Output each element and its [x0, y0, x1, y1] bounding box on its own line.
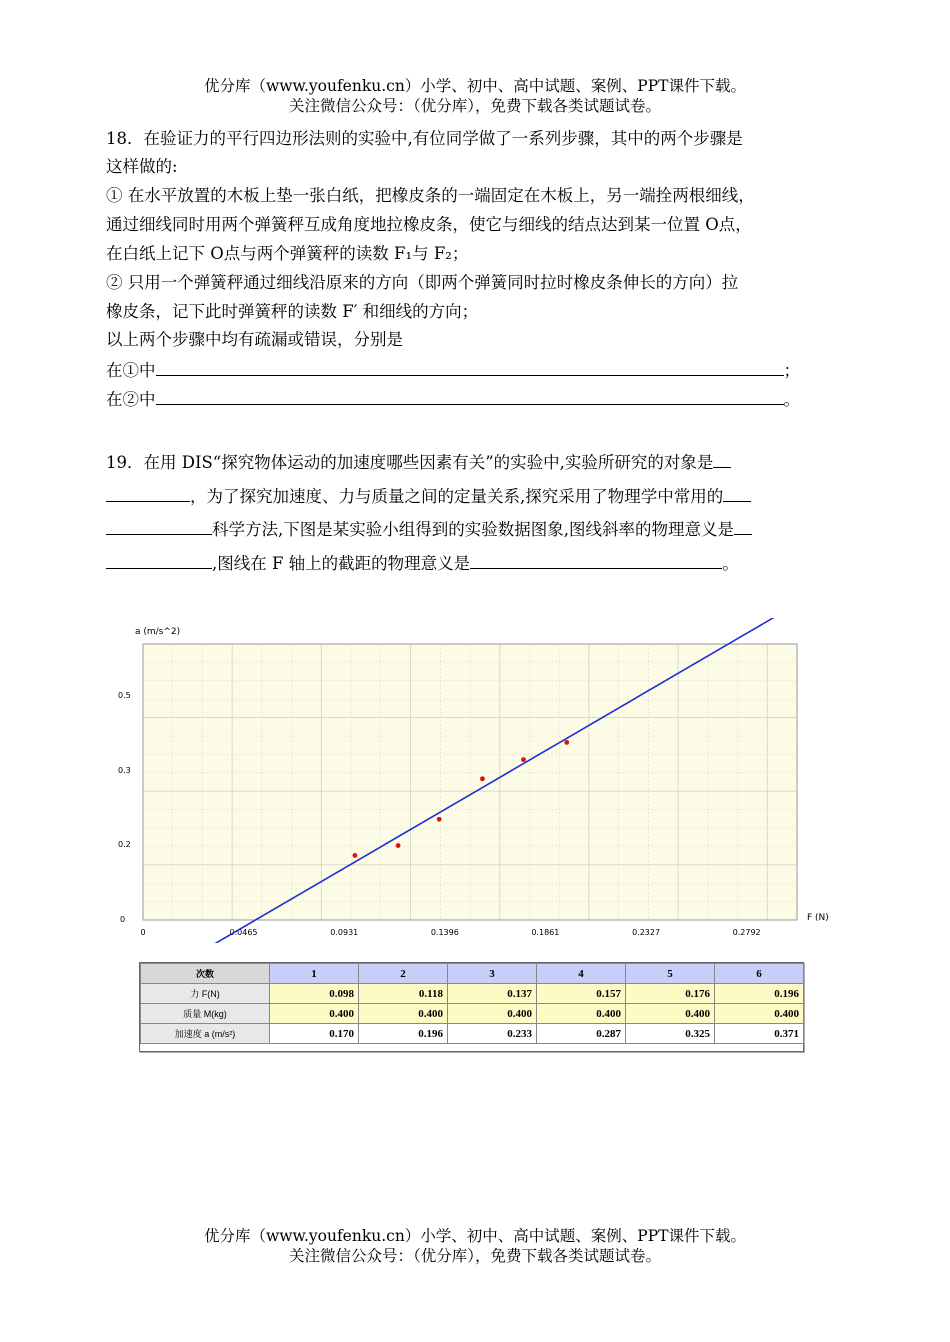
table-header-cell: 5 — [626, 964, 715, 984]
q19-blank-intercept[interactable] — [470, 550, 722, 569]
table-header-cell: 2 — [359, 964, 448, 984]
table-cell: 0.400 — [359, 1004, 448, 1024]
table-cell: 0.325 — [626, 1024, 715, 1044]
x-tick-label: 0.0465 — [229, 928, 258, 937]
table-cell: 0.233 — [448, 1024, 537, 1044]
q18-answer-2-blank[interactable] — [156, 386, 784, 405]
data-point — [437, 817, 442, 822]
footer-line-1: 优分库（www.youfenku.cn）小学、初中、高中试题、案例、PPT课件下载。 — [203, 1227, 747, 1245]
table-cell: 0.176 — [626, 984, 715, 1004]
y-tick-label: 0.2 — [118, 840, 131, 849]
q18-answer-1 — [106, 357, 800, 383]
table-cell: 0.196 — [359, 1024, 448, 1044]
acceleration-force-chart — [110, 618, 840, 943]
q18-line-3: ① 在水平放置的木板上垫一张白纸，把橡皮条的一端固定在木板上，另一端拴两根细线， — [106, 186, 755, 205]
q19-text-3: 科学方法,下图是某实验小组得到的实验数据图象,图线斜率的物理意义是 — [212, 520, 734, 539]
q19-text-4: ,图线在 F 轴上的截距的物理意义是 — [212, 554, 471, 573]
x-tick-label: 0.2327 — [632, 928, 661, 937]
header-line-1: 优分库（www.youfenku.cn）小学、初中、高中试题、案例、PPT课件下载。 — [203, 77, 747, 95]
q19-blank-method[interactable] — [723, 483, 751, 502]
table-cell: 0.137 — [448, 984, 537, 1004]
table-cell: 0.098 — [270, 984, 359, 1004]
table-header-cell: 6 — [715, 964, 804, 984]
q18-line-5: 在白纸上记下 O点与两个弹簧秤的读数 F₁与 F₂； — [106, 244, 469, 263]
table-cell: 0.170 — [270, 1024, 359, 1044]
table-cell: 0.196 — [715, 984, 804, 1004]
x-tick-label: 0.1861 — [531, 928, 560, 937]
table-header-cell: 次数 — [141, 964, 270, 984]
q19-blank-object-cont[interactable] — [106, 483, 190, 502]
table-cell: 0.400 — [626, 1004, 715, 1024]
x-tick-label: 0.2792 — [732, 928, 761, 937]
table-cell: 0.400 — [715, 1004, 804, 1024]
header-line-2: 关注微信公众号：（优分库），免费下载各类试题试卷。 — [288, 97, 661, 115]
table-row-force — [141, 984, 804, 1004]
q18-answer-2 — [106, 386, 800, 412]
y-tick-label: 0.3 — [118, 766, 131, 775]
y-tick-label: 0 — [120, 915, 126, 924]
q18-answer-1-end: ； — [783, 361, 800, 380]
q18-answer-1-blank[interactable] — [156, 357, 784, 376]
q18-answer-1-prefix: 在①中 — [106, 361, 156, 380]
q19-line-2 — [106, 483, 751, 509]
q18-answer-2-prefix: 在②中 — [106, 390, 156, 409]
data-point — [480, 776, 485, 781]
table-cell: 0.118 — [359, 984, 448, 1004]
q18-line-1: 18．在验证力的平行四边形法则的实验中,有位同学做了一系列步骤，其中的两个步骤是 — [106, 129, 743, 148]
table-row-label: 质量 M(kg) — [141, 1004, 270, 1024]
q19-blank-method-cont[interactable] — [106, 516, 212, 535]
q19-line-4 — [106, 550, 739, 576]
table-cell: 0.287 — [537, 1024, 626, 1044]
x-tick-label: 0.1396 — [430, 928, 459, 937]
data-point — [352, 853, 357, 858]
table-cell: 0.157 — [537, 984, 626, 1004]
q18-line-6: ② 只用一个弹簧秤通过细线沿原来的方向（即两个弹簧同时拉时橡皮条伸长的方向）拉 — [106, 273, 739, 292]
y-tick-label: 0.5 — [118, 691, 131, 700]
q18-line-7: 橡皮条，记下此时弹簧秤的读数 F′ 和细线的方向； — [106, 302, 479, 321]
table-cell: 0.400 — [270, 1004, 359, 1024]
data-point — [396, 843, 401, 848]
q19-text-2: ，为了探究加速度、力与质量之间的定量关系,探究采用了物理学中常用的 — [190, 487, 724, 506]
x-tick-label: 0 — [140, 928, 146, 937]
footer-line-2: 关注微信公众号：（优分库），免费下载各类试题试卷。 — [288, 1247, 661, 1265]
q19-line-3 — [106, 516, 752, 542]
table-cell: 0.371 — [715, 1024, 804, 1044]
table-cell: 0.400 — [537, 1004, 626, 1024]
q19-text-4-end: 。 — [722, 554, 739, 573]
y-axis-label: a (m/s^2) — [135, 627, 181, 637]
table-row-label: 力 F(N) — [141, 984, 270, 1004]
table-row-acceleration — [141, 1024, 804, 1044]
table-row-label: 加速度 a (m/s²) — [141, 1024, 270, 1044]
table-row-mass — [141, 1004, 804, 1024]
table-cell: 0.400 — [448, 1004, 537, 1024]
x-axis-label: F (N) — [807, 913, 829, 923]
q19-blank-object[interactable] — [713, 449, 731, 468]
q18-answer-2-end: 。 — [783, 390, 800, 409]
q18-line-4: 通过细线同时用两个弹簧秤互成角度地拉橡皮条，使它与细线的结点达到某一位置 O点， — [106, 215, 752, 234]
q18-line-8: 以上两个步骤中均有疏漏或错误，分别是 — [106, 330, 403, 349]
x-tick-label: 0.0931 — [330, 928, 359, 937]
table-header-cell: 4 — [537, 964, 626, 984]
table-header-cell: 3 — [448, 964, 537, 984]
q19-text-1: 19．在用 DIS“探究物体运动的加速度哪些因素有关”的实验中,实验所研究的对象是 — [106, 453, 714, 472]
q19-blank-slope[interactable] — [734, 516, 752, 535]
data-point — [564, 740, 569, 745]
chart-grid — [143, 644, 797, 920]
q19-blank-slope-cont[interactable] — [106, 550, 212, 569]
table-header-row — [141, 964, 804, 984]
data-table — [140, 963, 804, 1044]
data-point — [521, 757, 526, 762]
q18-line-2: 这样做的: — [106, 157, 178, 176]
q19-line-1 — [106, 449, 731, 475]
table-header-cell: 1 — [270, 964, 359, 984]
